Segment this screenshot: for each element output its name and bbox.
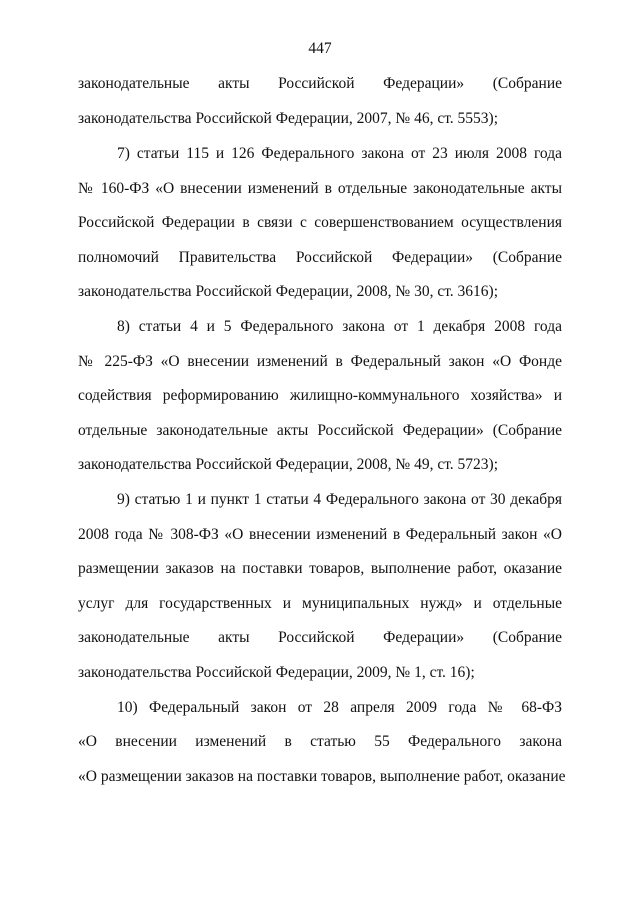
text-line: законодательства Российской Федерации, 2008, № 30, ст. 3616); xyxy=(78,283,499,300)
text-line: законодательства Российской Федерации, 2008, № 49, ст. 5723); xyxy=(78,456,499,473)
text-line: размещении заказов на поставки товаров, выполнение работ, оказание xyxy=(78,560,562,577)
text-line: отдельные законодательные акты Российской Федерации» (Собрание xyxy=(78,422,562,439)
text-line: законодательства Российской Федерации, 2007, № 46, ст. 5553); xyxy=(78,110,499,127)
text-line: законодательные акты Российской Федерации» (Собрание xyxy=(78,75,562,92)
text-line: законодательные акты Российской Федерации» (Собрание xyxy=(78,629,562,646)
paragraph-first-line: 8) статьи 4 и 5 Федерального закона от 1 декабря 2008 года xyxy=(117,318,562,335)
paragraph-first-line: 7) статьи 115 и 126 Федерального закона от 23 июля 2008 года xyxy=(117,145,562,162)
text-line: № 160-ФЗ «О внесении изменений в отдельные законодательные акты xyxy=(78,180,562,197)
text-line: «О внесении изменений в статью 55 Федерального закона xyxy=(78,733,562,750)
text-line: № 225-ФЗ «О внесении изменений в Федеральный закон «О Фонде xyxy=(78,353,562,370)
text-line: законодательства Российской Федерации, 2009, № 1, ст. 16); xyxy=(78,664,475,681)
text-line: услуг для государственных и муниципальных нужд» и отдельные xyxy=(78,595,562,612)
text-line: Российской Федерации в связи с совершенствованием осуществления xyxy=(78,214,562,231)
page-number: 447 xyxy=(308,40,332,57)
text-line: 2008 года № 308-ФЗ «О внесении изменений в Федеральный закон «О xyxy=(78,526,562,543)
text-line: полномочий Правительства Российской Федерации» (Собрание xyxy=(78,249,562,266)
paragraph-first-line: 9) статью 1 и пункт 1 статьи 4 Федерального закона от 30 декабря xyxy=(117,491,562,508)
text-line: «О размещении заказов на поставки товаров, выполнение работ, оказание xyxy=(78,768,566,785)
text-line: содействия реформированию жилищно-коммунального хозяйства» и xyxy=(78,387,562,404)
paragraph-first-line: 10) Федеральный закон от 28 апреля 2009 года № 68-ФЗ xyxy=(117,699,562,716)
